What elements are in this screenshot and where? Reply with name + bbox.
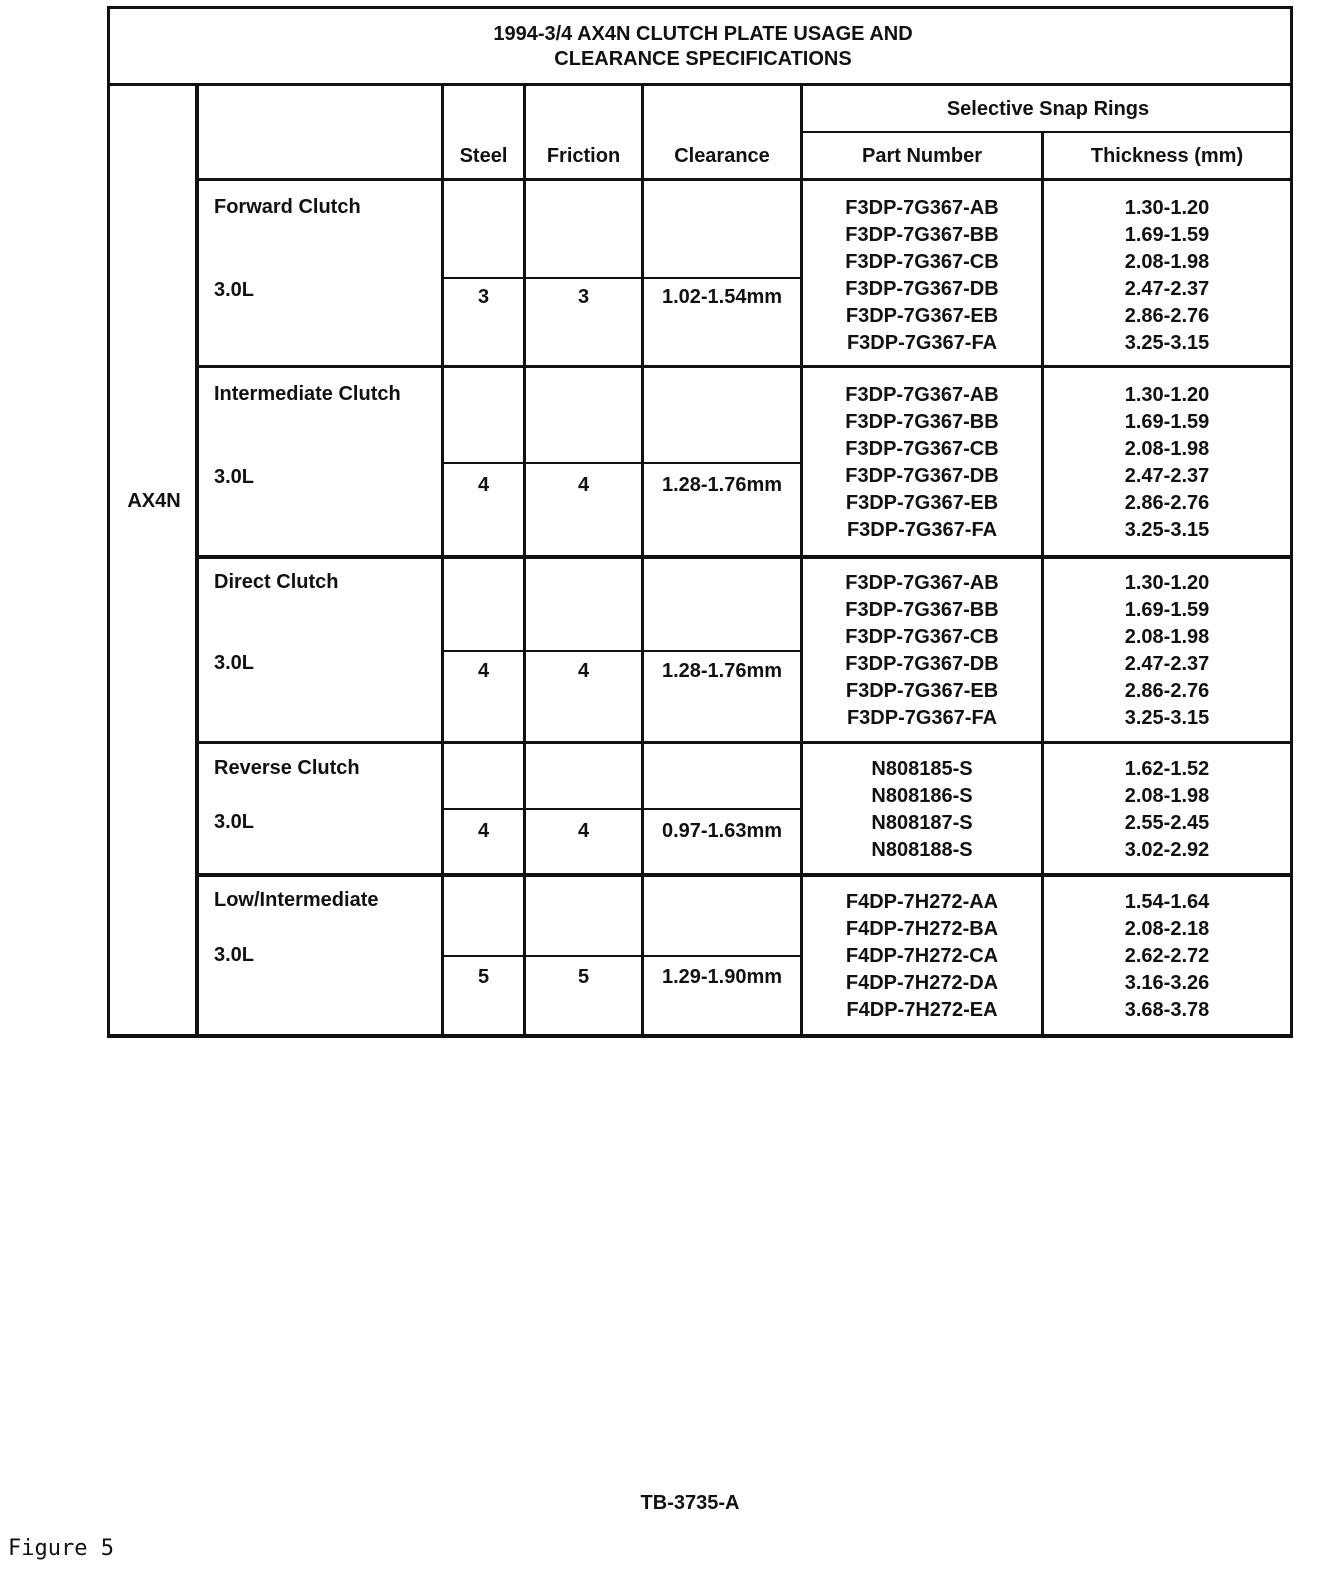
- section-engine: 3.0L: [214, 652, 255, 674]
- col-divider-model: [195, 86, 199, 1038]
- part-number: N808185-S: [871, 758, 973, 780]
- figure-label: Figure 5: [8, 1536, 114, 1561]
- thickness-value: 1.69-1.59: [1124, 224, 1210, 246]
- thickness-value: 1.69-1.59: [1124, 411, 1210, 433]
- part-number: F3DP-7G367-FA: [846, 332, 998, 354]
- subrow-divider: [441, 277, 803, 279]
- part-number: F3DP-7G367-AB: [845, 384, 999, 406]
- section-name: Reverse Clutch: [214, 757, 360, 779]
- part-number: F3DP-7G367-EB: [845, 680, 999, 702]
- thickness-value: 3.02-2.92: [1124, 839, 1210, 861]
- part-number: F3DP-7G367-FA: [846, 707, 998, 729]
- section-divider: [195, 555, 1293, 559]
- friction-count: 4: [577, 660, 590, 682]
- clearance-value: 0.97-1.63mm: [661, 820, 783, 842]
- thickness-value: 3.25-3.15: [1124, 332, 1210, 354]
- document-id: TB-3735-A: [640, 1492, 740, 1514]
- thickness-value: 2.86-2.76: [1124, 492, 1210, 514]
- thickness-list: [1044, 756, 1290, 864]
- thickness-value: 1.30-1.20: [1124, 197, 1210, 219]
- steel-count: 5: [477, 966, 490, 988]
- table-border-left: [107, 6, 110, 1038]
- thickness-value: 2.55-2.45: [1124, 812, 1210, 834]
- part-number: F4DP-7H272-CA: [845, 945, 999, 967]
- table-title-line2: CLEARANCE SPECIFICATIONS: [554, 48, 852, 70]
- friction-count: 3: [577, 286, 590, 308]
- clearance-value: 1.28-1.76mm: [661, 660, 783, 682]
- model-label: AX4N: [127, 490, 181, 512]
- part-number: F3DP-7G367-BB: [845, 599, 999, 621]
- section-engine: 3.0L: [214, 466, 255, 488]
- selective-header-divider: [800, 131, 1293, 133]
- thickness-value: 1.54-1.64: [1124, 891, 1210, 913]
- section-engine: 3.0L: [214, 279, 255, 301]
- thickness-value: 2.86-2.76: [1124, 680, 1210, 702]
- thickness-value: 2.62-2.72: [1124, 945, 1210, 967]
- part-number: N808187-S: [871, 812, 973, 834]
- part-number-list: [803, 570, 1041, 732]
- friction-count: 4: [577, 820, 590, 842]
- header-bottom-line: [195, 178, 1293, 181]
- steel-count: 4: [477, 474, 490, 496]
- part-number-list: [803, 756, 1041, 864]
- thickness-value: 1.30-1.20: [1124, 384, 1210, 406]
- part-number: F4DP-7H272-DA: [845, 972, 999, 994]
- part-number: F4DP-7H272-BA: [845, 918, 999, 940]
- thickness-value: 2.47-2.37: [1124, 278, 1210, 300]
- part-number: F4DP-7H272-EA: [846, 999, 998, 1021]
- thickness-value: 1.62-1.52: [1124, 758, 1210, 780]
- header-selective-snap-rings: Selective Snap Rings: [946, 98, 1150, 120]
- subrow-divider: [441, 462, 803, 464]
- thickness-value: 2.08-1.98: [1124, 438, 1210, 460]
- col-divider-steel: [523, 86, 526, 1038]
- part-number: F3DP-7G367-BB: [845, 411, 999, 433]
- thickness-list: [1044, 570, 1290, 732]
- thickness-value: 3.25-3.15: [1124, 519, 1210, 541]
- clearance-value: 1.28-1.76mm: [661, 474, 783, 496]
- thickness-value: 2.08-1.98: [1124, 785, 1210, 807]
- part-number: F3DP-7G367-CB: [845, 251, 999, 273]
- section-name: Intermediate Clutch: [214, 383, 401, 405]
- part-number: F3DP-7G367-DB: [845, 653, 999, 675]
- subrow-divider: [441, 955, 803, 957]
- thickness-list: [1044, 382, 1290, 544]
- thickness-value: 3.25-3.15: [1124, 707, 1210, 729]
- part-number: N808186-S: [871, 785, 973, 807]
- section-name: Direct Clutch: [214, 571, 339, 593]
- part-number-list: [803, 889, 1041, 1024]
- part-number-list: [803, 195, 1041, 357]
- part-number: F3DP-7G367-EB: [845, 492, 999, 514]
- part-number: F3DP-7G367-DB: [845, 278, 999, 300]
- thickness-list: [1044, 889, 1290, 1024]
- part-number: F3DP-7G367-DB: [845, 465, 999, 487]
- clearance-value: 1.29-1.90mm: [661, 966, 783, 988]
- thickness-value: 3.68-3.78: [1124, 999, 1210, 1021]
- part-number: F3DP-7G367-FA: [846, 519, 998, 541]
- section-name: Low/Intermediate: [214, 889, 379, 911]
- thickness-value: 2.08-1.98: [1124, 626, 1210, 648]
- header-steel: Steel: [459, 145, 508, 167]
- thickness-value: 2.08-2.18: [1124, 918, 1210, 940]
- part-number-list: [803, 382, 1041, 544]
- part-number: N808188-S: [871, 839, 973, 861]
- steel-count: 4: [477, 660, 490, 682]
- part-number: F3DP-7G367-CB: [845, 438, 999, 460]
- part-number: F4DP-7H272-AA: [845, 891, 999, 913]
- table-border-bottom: [107, 1034, 1293, 1038]
- subrow-divider: [441, 650, 803, 652]
- col-divider-label: [441, 86, 444, 1038]
- thickness-value: 3.16-3.26: [1124, 972, 1210, 994]
- table-border-right: [1290, 6, 1293, 1038]
- section-divider: [195, 873, 1293, 877]
- section-name: Forward Clutch: [214, 196, 361, 218]
- thickness-value: 2.47-2.37: [1124, 653, 1210, 675]
- header-clearance: Clearance: [674, 145, 770, 167]
- thickness-value: 2.86-2.76: [1124, 305, 1210, 327]
- table-title-line1: 1994-3/4 AX4N CLUTCH PLATE USAGE AND: [493, 23, 913, 45]
- thickness-value: 2.08-1.98: [1124, 251, 1210, 273]
- section-divider: [195, 741, 1293, 744]
- part-number: F3DP-7G367-AB: [845, 572, 999, 594]
- part-number: F3DP-7G367-EB: [845, 305, 999, 327]
- part-number: F3DP-7G367-CB: [845, 626, 999, 648]
- thickness-value: 1.69-1.59: [1124, 599, 1210, 621]
- table-title: [110, 22, 1296, 72]
- col-divider-friction: [641, 86, 644, 1038]
- title-divider: [107, 83, 1293, 86]
- header-thickness: Thickness (mm): [1090, 145, 1244, 167]
- thickness-value: 2.47-2.37: [1124, 465, 1210, 487]
- part-number: F3DP-7G367-AB: [845, 197, 999, 219]
- friction-count: 5: [577, 966, 590, 988]
- subrow-divider: [441, 808, 803, 810]
- steel-count: 3: [477, 286, 490, 308]
- header-part-number: Part Number: [861, 145, 983, 167]
- clearance-value: 1.02-1.54mm: [661, 286, 783, 308]
- section-engine: 3.0L: [214, 811, 255, 833]
- table-border-top: [107, 6, 1293, 9]
- section-divider: [195, 365, 1293, 368]
- friction-count: 4: [577, 474, 590, 496]
- thickness-list: [1044, 195, 1290, 357]
- part-number: F3DP-7G367-BB: [845, 224, 999, 246]
- section-engine: 3.0L: [214, 944, 255, 966]
- steel-count: 4: [477, 820, 490, 842]
- header-friction: Friction: [546, 145, 621, 167]
- thickness-value: 1.30-1.20: [1124, 572, 1210, 594]
